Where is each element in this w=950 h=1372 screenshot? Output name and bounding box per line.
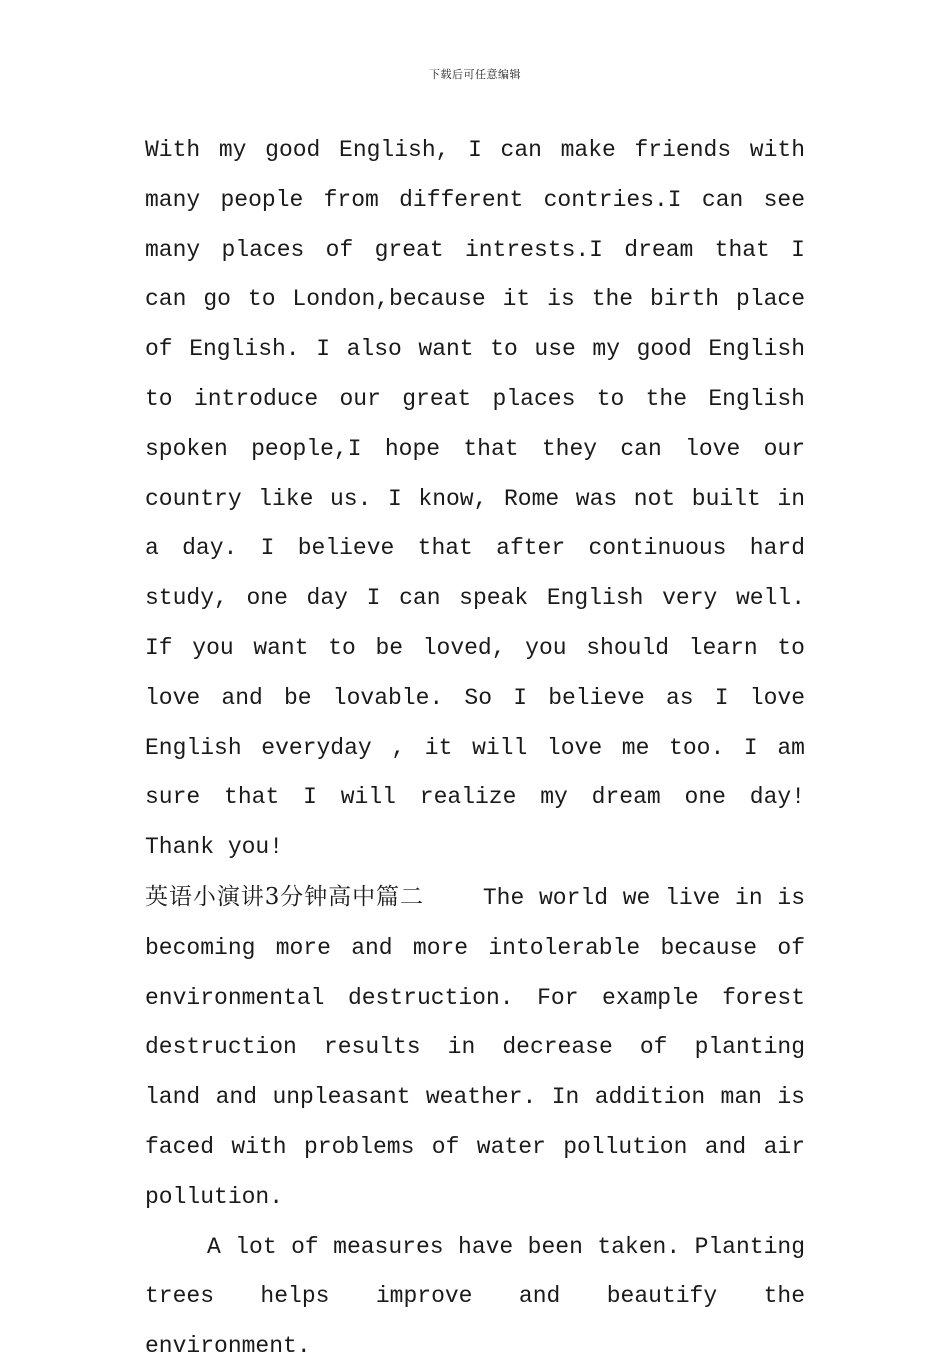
paragraph-2-text: The world we live in is becoming more and more intolerable because of environmental destruction. For example forest destruction results in decrease of planting land and unpleasant weather. In addition man is faced with problems of water pollution and air pollution. — [145, 884, 805, 1210]
paragraph-2 — [145, 873, 805, 1223]
paragraph-1: With my good English, I can make friends with many people from different contries.I can see many places of great intrests.I dream that I can go to London,because it is the birth place of English. I also want to use my good English to introduce our great places to the English spoken people,I hope that they can love our country like us. I know, Rome was not built in a day. I believe that after continuous hard study, one day I can speak English very well. If you want to be loved, you should learn to love and be lovable. So I believe as I love English everyday , it will love me too. I am sure that I will realize my dream one day! Thank you! — [145, 137, 805, 861]
section-heading: 英语小演讲3分钟高中篇二 — [145, 883, 424, 910]
page-header: 下载后可任意编辑 — [429, 68, 521, 81]
document-body — [145, 126, 805, 1372]
paragraph-3: A lot of measures have been taken. Planting trees helps improve and beautify the environment. — [145, 1233, 805, 1360]
